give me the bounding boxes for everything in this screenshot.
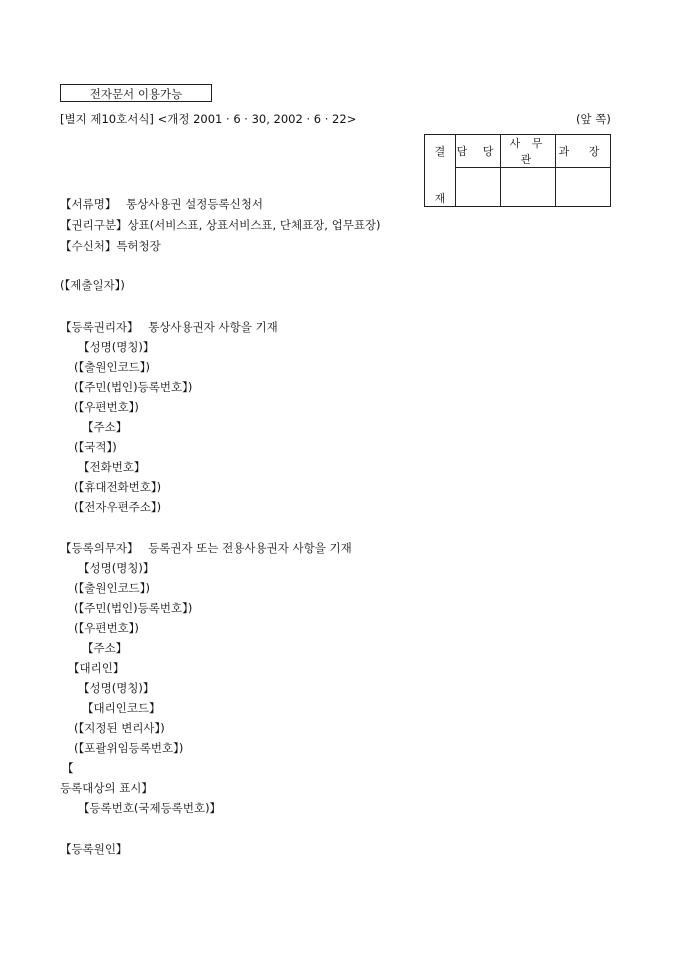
right-type-value: 상표(서비스표, 상표서비스표, 단체표장, 업무표장) xyxy=(127,218,381,232)
obligor-header xyxy=(60,541,352,555)
approval-sign-officer xyxy=(501,168,556,207)
registrant-field: 【주소】 xyxy=(82,420,128,434)
registrant-field: 【전화번호】 xyxy=(78,460,146,474)
registrant-field: (【국적】) xyxy=(74,440,117,454)
registrant-header xyxy=(60,320,278,334)
approval-sign-staff xyxy=(456,168,501,207)
agent-field: (【지정된 변리사】) xyxy=(74,721,165,735)
registrant-field: (【우편번호】) xyxy=(74,400,139,414)
registrant-field: 【성명(명칭)】 xyxy=(78,340,155,354)
approval-col-director: 과 장 xyxy=(556,135,611,168)
obligor-key: 【등록의무자】 xyxy=(60,541,139,555)
doc-name-value: 통상사용권 설정등록신청서 xyxy=(125,197,263,211)
recipient-key: 【수신처】 xyxy=(60,239,117,253)
approval-col-officer: 사 무 관 xyxy=(501,135,556,168)
registrant-key: 【등록권리자】 xyxy=(60,320,139,334)
obligor-value: 등록권자 또는 전용사용권자 사항을 기재 xyxy=(148,541,352,555)
registrant-field: (【전자우편주소】) xyxy=(74,500,162,514)
registrant-value: 통상사용권자 사항을 기재 xyxy=(148,320,278,334)
target-bracket: 【 xyxy=(62,761,74,775)
obligor-field: (【우편번호】) xyxy=(74,621,139,635)
obligor-field: 【주소】 xyxy=(82,641,128,655)
agent-field: 【대리인코드】 xyxy=(82,701,161,715)
page-side-label: (앞 쪽) xyxy=(576,112,611,126)
doc-name-row xyxy=(60,197,263,211)
submit-date: (【제출일자】) xyxy=(60,278,125,292)
recipient-value: 특허청장 xyxy=(116,239,161,253)
approval-label-bottom: 재 xyxy=(425,168,456,207)
agent-field: 【성명(명칭)】 xyxy=(78,681,155,695)
right-type-row xyxy=(60,218,381,232)
doc-name-key: 【서류명】 xyxy=(60,197,117,211)
registrant-field: (【출원인코드】) xyxy=(74,360,151,374)
recipient-row xyxy=(60,239,161,253)
obligor-field: (【주민(법인)등록번호】) xyxy=(74,601,193,615)
approval-table xyxy=(424,134,611,207)
right-type-key: 【권리구분】 xyxy=(60,218,128,232)
cause-header: 【등록원인】 xyxy=(60,842,128,856)
obligor-field: 【성명(명칭)】 xyxy=(78,561,155,575)
target-header: 등록대상의 표시】 xyxy=(60,781,153,795)
approval-label-top: 결 xyxy=(425,135,456,168)
approval-col-staff: 담 당 xyxy=(456,135,501,168)
form-reference: [별지 제10호서식] <개정 2001 · 6 · 30, 2002 · 6 · 22> xyxy=(60,112,357,126)
agent-field: (【포괄위임등록번호】) xyxy=(74,741,184,755)
target-field: 【등록번호(국제등록번호)】 xyxy=(78,801,222,815)
approval-sign-director xyxy=(556,168,611,207)
electronic-doc-box: 전자문서 이용가능 xyxy=(60,84,212,102)
registrant-field: (【휴대전화번호】) xyxy=(74,480,162,494)
agent-header: 【대리인】 xyxy=(68,661,125,675)
registrant-field: (【주민(법인)등록번호】) xyxy=(74,380,193,394)
obligor-field: (【출원인코드】) xyxy=(74,581,151,595)
